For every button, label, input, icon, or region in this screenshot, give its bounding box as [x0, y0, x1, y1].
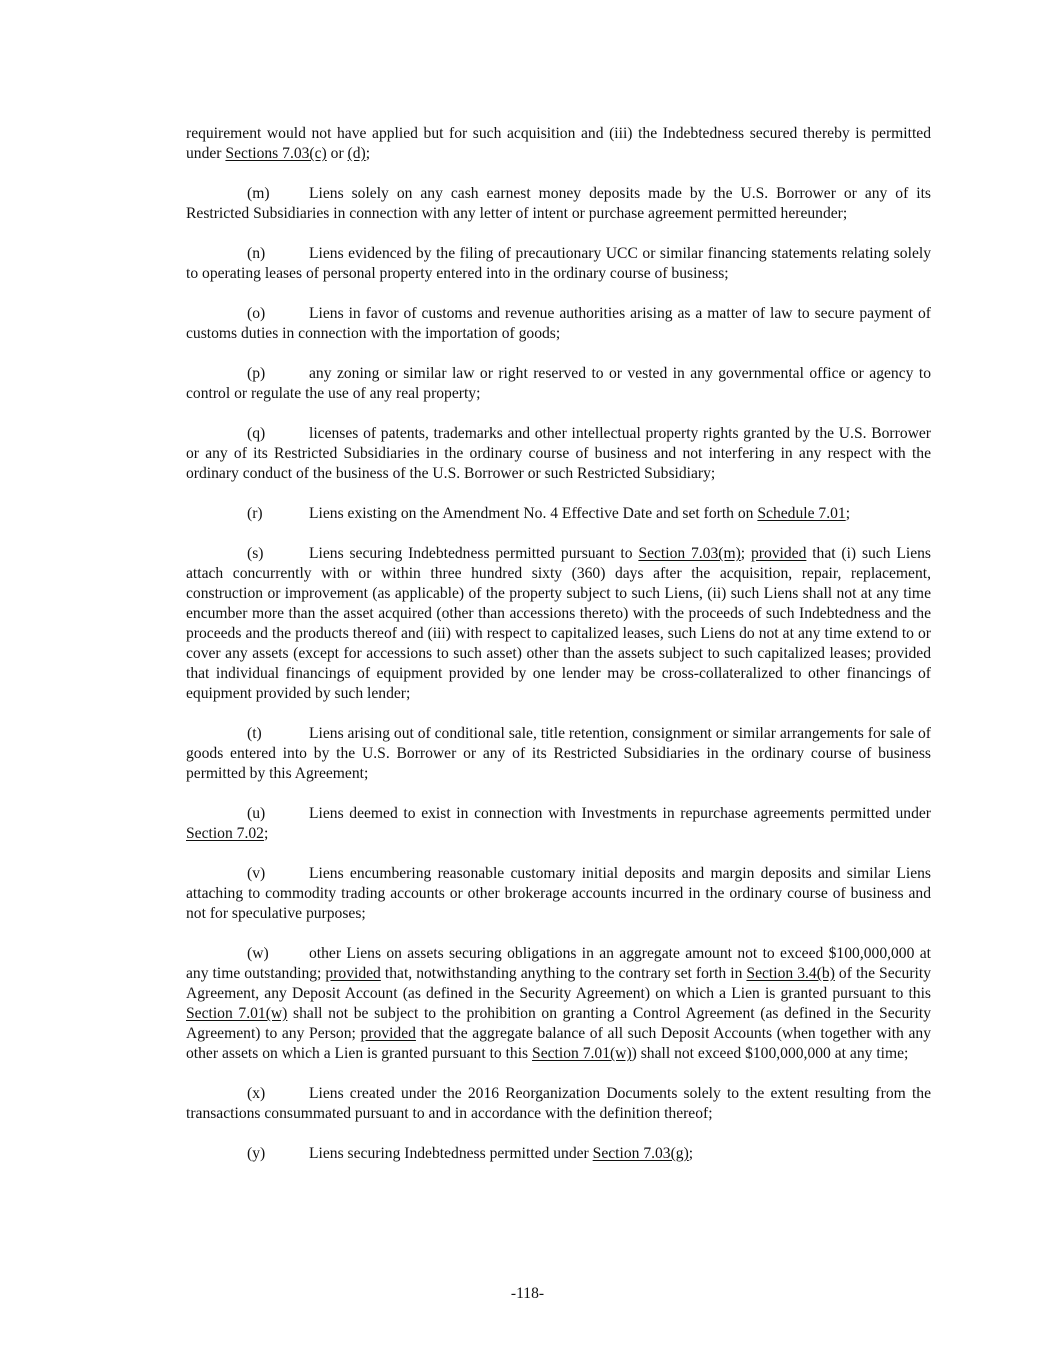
clause-text: of the Security Agreement, any Deposit Account (as defined in the Security Agreement) on which a Lien is granted pursuant to this — [186, 965, 931, 1002]
clause-x — [186, 1084, 931, 1124]
text: or — [326, 145, 348, 162]
text: ; — [365, 145, 371, 162]
clause-text: Liens encumbering reasonable customary initial deposits and margin deposits and similar Liens attaching to commodity trading accounts or other brokerage accounts incurred in the ordinary course of business and not for speculative purposes; — [186, 865, 931, 922]
clause-q — [186, 424, 931, 484]
clause-text: ; — [263, 825, 269, 842]
section-reference: Section 7.02 — [186, 825, 264, 842]
clause-label: (m) — [247, 185, 270, 202]
clause-text: ; — [845, 505, 851, 522]
clause-text: that (i) such Liens attach concurrently with or within three hundred sixty (360) days after the acquisition, repair, replacement, construction or improvement (as applicable) of the property subject to such Liens, (ii) such Liens shall not at any time encumber more than the asset acquired (other than accessions thereto) with the proceeds of such Indebtedness and the proceeds and the products thereof and (iii) with respect to capitalized leases, such Liens do not at any time extend to or cover any assets (except for accessions to such asset) other than the assets subject to such capitalized leases; provided that individual financings of equipment provided by one lender may be cross-collateralized to other financings of equipment provided by such lender; — [186, 545, 931, 702]
clause-u — [186, 804, 931, 844]
section-reference: Section 3.4(b) — [746, 965, 835, 982]
clause-r — [186, 504, 931, 524]
clause-text: Liens arising out of conditional sale, title retention, consignment or similar arrangements for sale of goods entered into by the U.S. Borrower or any of its Restricted Subsidiaries in the ordinary course of business permitted by this Agreement; — [186, 725, 931, 782]
clause-text: Liens deemed to exist in connection with Investments in repurchase agreements permitted under — [309, 805, 931, 822]
section-reference: Section 7.03(g) — [592, 1145, 689, 1162]
section-reference: Section 7.01(w) — [532, 1045, 632, 1062]
section-reference: Sections 7.03(c) — [225, 145, 327, 162]
clause-text: ; — [688, 1145, 694, 1162]
document-body — [186, 124, 931, 1184]
section-reference: Section 7.01(w) — [186, 1005, 288, 1022]
clause-text: Liens existing on the Amendment No. 4 Effective Date and set forth on — [309, 505, 758, 522]
clause-text: other Liens on assets securing obligations in an aggregate amount not to exceed $100,000,000 at any time outstanding; — [186, 945, 931, 982]
clause-label: (n) — [247, 245, 266, 262]
clause-y — [186, 1144, 931, 1164]
paragraph-continuation — [186, 124, 931, 164]
section-reference: Section 7.03(m) — [638, 545, 741, 562]
schedule-reference: Schedule 7.01 — [757, 505, 846, 522]
clause-w — [186, 944, 931, 1064]
clause-label: (s) — [247, 545, 264, 562]
clause-label: (r) — [247, 505, 263, 522]
clause-p — [186, 364, 931, 404]
provided-term: provided — [360, 1025, 416, 1042]
clause-text: Liens securing Indebtedness permitted under — [309, 1145, 593, 1162]
clause-label: (o) — [247, 305, 266, 322]
clause-text: that the aggregate balance of all such Deposit Accounts (when together with any other assets on which a Lien is granted pursuant to this — [186, 1025, 931, 1062]
clause-text: Liens in favor of customs and revenue authorities arising as a matter of law to secure payment of customs duties in connection with the importation of goods; — [186, 305, 931, 342]
clause-text: ) shall not exceed $100,000,000 at any time; — [631, 1045, 909, 1062]
clause-label: (u) — [247, 805, 266, 822]
section-reference: (d) — [347, 145, 366, 162]
clause-label: (t) — [247, 725, 262, 742]
clause-label: (q) — [247, 425, 266, 442]
clause-v — [186, 864, 931, 924]
clause-text: any zoning or similar law or right reserved to or vested in any governmental office or agency to control or regulate the use of any real property; — [186, 365, 931, 402]
clause-text: Liens created under the 2016 Reorganization Documents solely to the extent resulting from the transactions consummated pursuant to and in accordance with the definition thereof; — [186, 1085, 931, 1122]
clause-text: that, notwithstanding anything to the contrary set forth in — [380, 965, 747, 982]
clause-m — [186, 184, 931, 224]
clause-text: Liens securing Indebtedness permitted pursuant to — [309, 545, 639, 562]
clause-label: (x) — [247, 1085, 266, 1102]
clause-label: (v) — [247, 865, 266, 882]
clause-t — [186, 724, 931, 784]
clause-text: licenses of patents, trademarks and other intellectual property rights granted by the U.S. Borrower or any of its Restricted Subsidiaries in the ordinary course of business and not interfering in any respect with the ordinary conduct of the business of the U.S. Borrower or such Restricted Subsidiary; — [186, 425, 931, 482]
text: requirement would not have applied but for such acquisition and (iii) the Indebtedness secured thereby is permitted under — [186, 125, 931, 162]
clause-text: Liens evidenced by the filing of precautionary UCC or similar financing statements relating solely to operating leases of personal property entered into in the ordinary course of business; — [186, 245, 931, 282]
clause-text: shall not be subject to the prohibition on granting a Control Agreement (as defined in the Security Agreement) to any Person; — [186, 1005, 931, 1042]
clause-n — [186, 244, 931, 284]
clause-o — [186, 304, 931, 344]
clause-text: Liens solely on any cash earnest money deposits made by the U.S. Borrower or any of its Restricted Subsidiaries in connection with any letter of intent or purchase agreement permitted hereunder; — [186, 185, 931, 222]
clause-label: (y) — [247, 1145, 266, 1162]
page-number: -118- — [510, 1285, 545, 1302]
provided-term: provided — [325, 965, 381, 982]
clause-text: ; — [740, 545, 751, 562]
clause-s — [186, 544, 931, 704]
clause-label: (w) — [247, 945, 269, 962]
clause-label: (p) — [247, 365, 266, 382]
provided-term: provided — [750, 545, 807, 562]
